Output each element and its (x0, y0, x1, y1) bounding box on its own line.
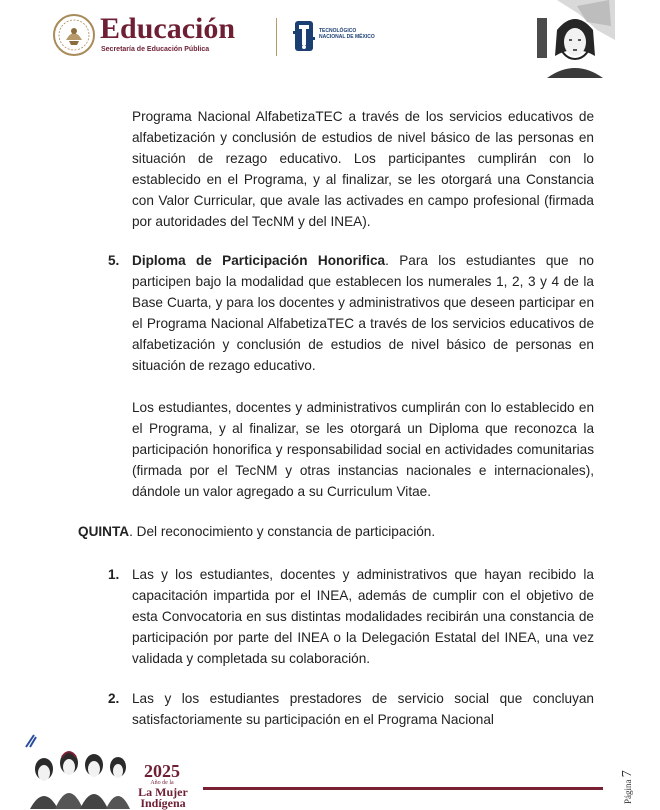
footer-year-subtitle: Año de la (150, 780, 174, 786)
quinta-item-2-text: Las y los estudiantes prestadores de servicio social que concluyan satisfactoriamente su participación en el Programa Nacional (132, 691, 594, 727)
header-divider (276, 18, 277, 56)
footer-divider (203, 787, 603, 790)
footer-year-title-1: La Mujer (138, 785, 188, 799)
footer-year-title-2: Indígena (140, 796, 186, 810)
tecnm-name (319, 28, 389, 40)
woman-portrait-illustration (517, 0, 615, 78)
tecnm-line-2: NACIONAL DE MÉXICO (319, 34, 375, 40)
section-quinta-heading (78, 521, 598, 542)
tecnm-line-1: TECNOLÓGICO (319, 28, 357, 34)
item-5-paragraph (132, 250, 594, 376)
page-number (620, 760, 640, 804)
quinta-item-1-text: Las y los estudiantes, docentes y administrativos que hayan recibido la capacitación impartida por el INEA, además de cumplir con el objetivo de esta Convocatoria en sus distintas modalidades recibirán una constancia de participación por parte del INEA o la Delegación Estatal del INEA, una vez validada y completada su colaboración. (132, 567, 594, 666)
page-label: Página (623, 779, 633, 804)
quinta-item-1-number: 1. (108, 567, 120, 582)
section-quinta-text: . Del reconocimiento y constancia de participación. (129, 524, 436, 539)
indigenous-women-illustration (22, 733, 132, 809)
item-5-number: 5. (108, 253, 120, 268)
footer-year: 2025 (144, 761, 180, 781)
brand-subtitle: Secretaría de Educación Pública (101, 46, 210, 53)
item-5-title: Diploma de Participación Honorifica (132, 253, 386, 268)
page-header (0, 0, 660, 80)
mexico-coat-of-arms-icon (53, 14, 95, 56)
quinta-item-2-number: 2. (108, 691, 120, 706)
item-5-paragraph-2: Los estudiantes, docentes y administrativos cumplirán con lo establecido en el Programa, y al finalizar, se les otorgará un Diploma que reconozca la participación honorifica y responsabilidad social en actividades comunitarias (firmada por el TecNM y otras instancias nacionales e internacionales), dándole un valor agregado a su Curriculum Vitae. (132, 400, 594, 499)
section-quinta-label: QUINTA (78, 524, 130, 539)
footer-year-title (134, 787, 192, 809)
item-5-text: . Para los estudiantes que no participen bajo la modalidad que establecen los numerales 1, 2, 3 y 4 de la Base Cuarta, y para los docentes y administrativos que deseen participar en el Programa Nacional AlfabetizaTEC a través de los servicios educativos de alfabetización y conclusión de estudios de nivel básico de personas en situación de rezago educativo. (132, 253, 594, 373)
brand-title: Educación (100, 12, 236, 45)
page-number-value: 7 (620, 770, 635, 778)
tecnm-logo-icon (293, 19, 315, 53)
paragraph-continued: Programa Nacional AlfabetizaTEC a través de los servicios educativos de alfabetización y conclusión de estudios de nivel básico de las personas en situación de rezago educativo. Los participantes cumplirán con lo establecido en el Programa, y al finalizar, se les otorgará una Constancia con Valor Curricular, que avale las activades en campo profesional (firmada por autoridades del TecNM y del INEA). (132, 109, 594, 229)
